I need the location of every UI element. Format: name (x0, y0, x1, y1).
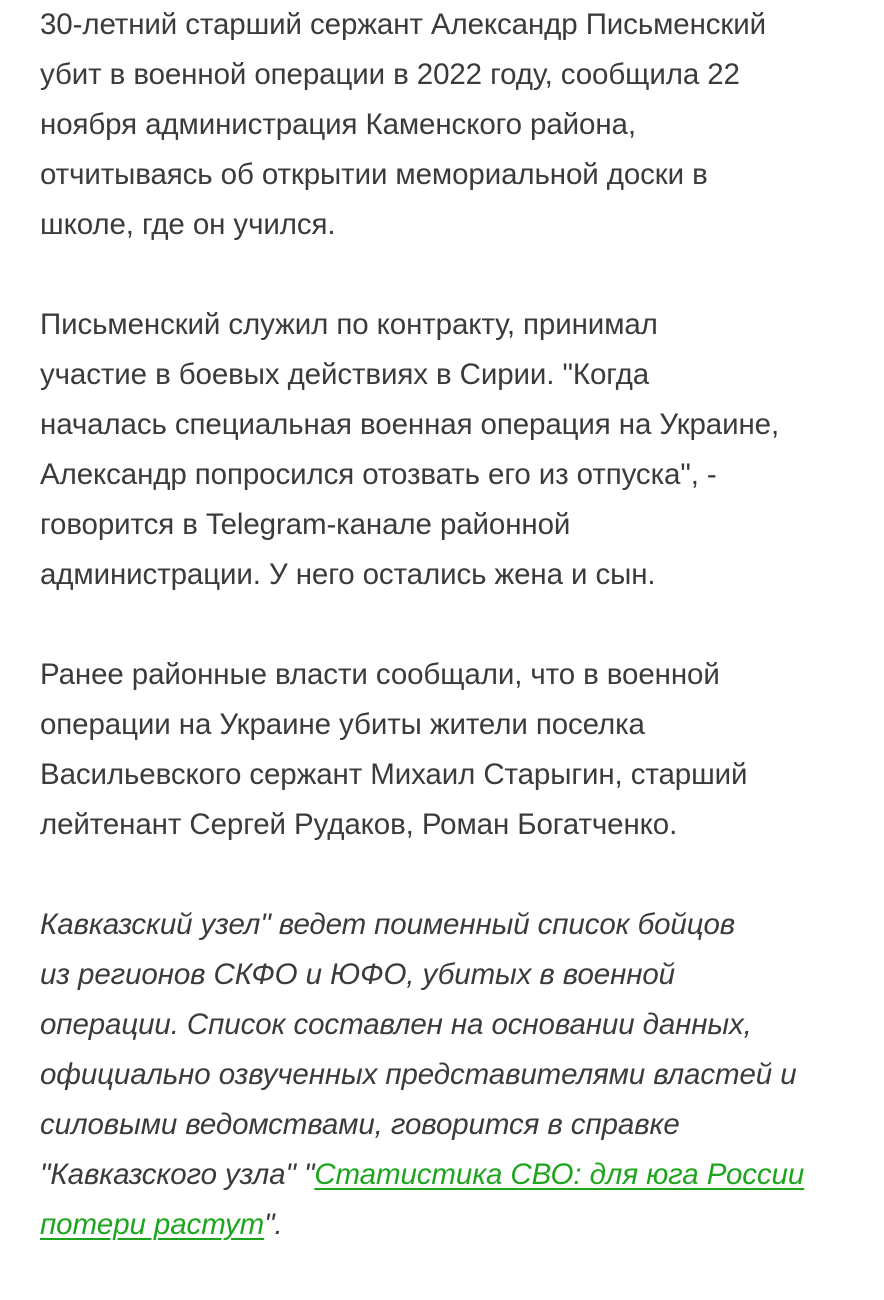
text-line: школе, где он учился. (40, 208, 336, 241)
text-line: началась специальная военная операция на Украине, (40, 408, 780, 441)
text-line: убит в военной операции в 2022 году, сообщила 22 (40, 58, 740, 91)
text-line: отчитываясь об открытии мемориальной доски в (40, 158, 708, 191)
paragraph-earlier-reports (40, 650, 860, 850)
text-line: Васильевского сержант Михаил Старыгин, старший (40, 758, 748, 791)
text-line: операции на Украине убиты жители поселка (40, 708, 645, 741)
text-line: лейтенант Сергей Рудаков, Роман Богатченко. (40, 808, 678, 841)
text-line: администрации. У него остались жена и сын. (40, 558, 656, 591)
note-line: операции. Список составлен на основании данных, (40, 1008, 752, 1041)
text-line: 30-летний старший сержант Александр Письменский (40, 8, 766, 41)
note-line: Кавказский узел" ведет поименный список бойцов (40, 908, 736, 941)
text-line: говорится в Telegram-канале районной (40, 508, 571, 541)
text-line: участие в боевых действиях в Сирии. "Когда (40, 358, 650, 391)
note-line: официально озвученных представителями властей и (40, 1058, 797, 1091)
note-prefix: "Кавказского узла" " (40, 1158, 315, 1191)
note-line: из регионов СКФО и ЮФО, убитых в военной (40, 958, 675, 991)
text-line: ноября администрация Каменского района, (40, 108, 636, 141)
note-line: силовыми ведомствами, говорится в справке (40, 1108, 680, 1141)
text-line: Письменский служил по контракту, принимал (40, 308, 658, 341)
note-line (40, 1150, 860, 1200)
text-line: Александр попросился отозвать его из отпуска", - (40, 458, 717, 491)
note-suffix: ". (264, 1208, 283, 1241)
statistics-link-continued[interactable]: потери растут (40, 1208, 265, 1241)
editorial-note (40, 900, 860, 1250)
statistics-link[interactable]: Статистика СВО: для юга России (314, 1158, 805, 1191)
paragraph-pismensky-service (40, 300, 860, 600)
note-line (40, 1200, 860, 1250)
text-line: Ранее районные власти сообщали, что в военной (40, 658, 720, 691)
paragraph-pismensky-death (40, 0, 860, 250)
article-body (40, 0, 860, 1300)
